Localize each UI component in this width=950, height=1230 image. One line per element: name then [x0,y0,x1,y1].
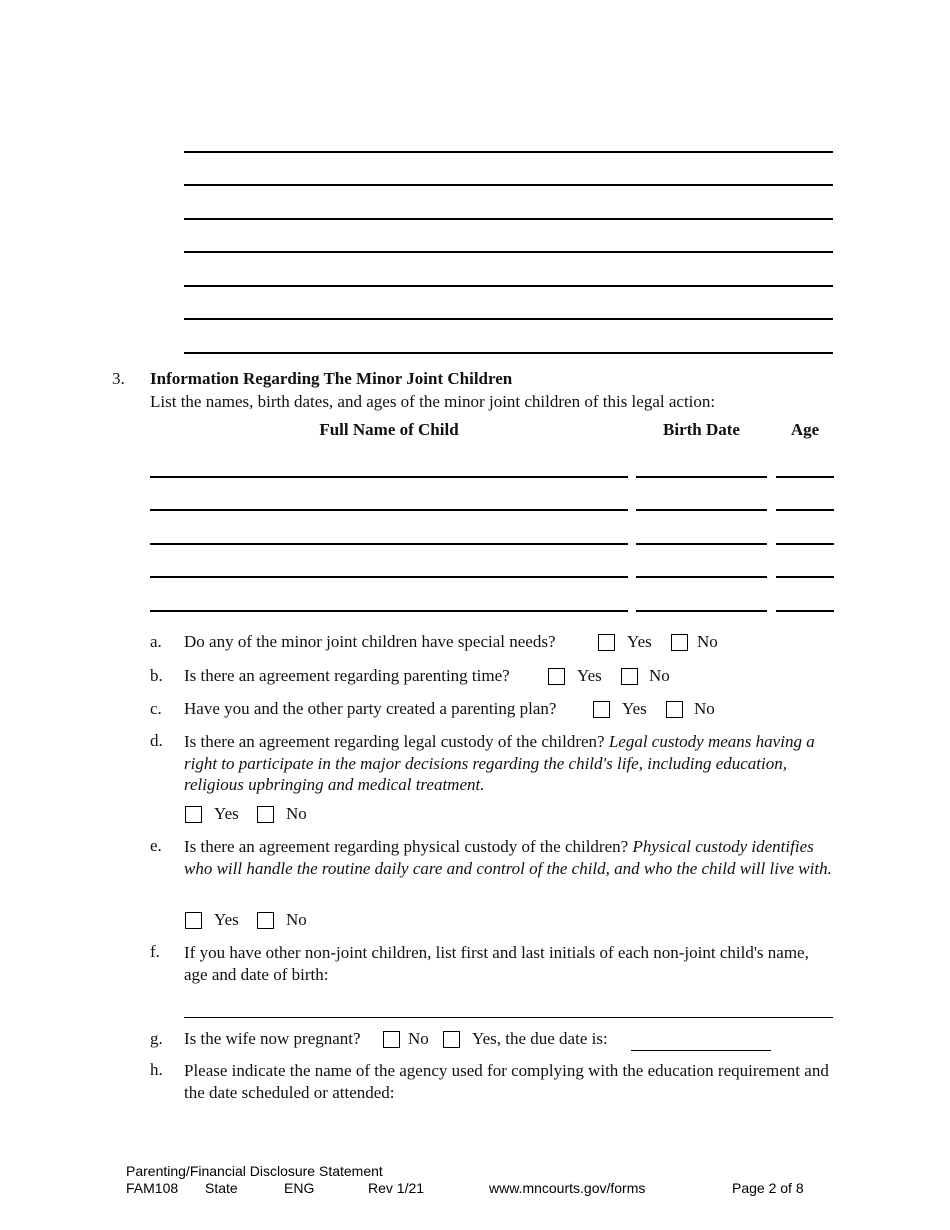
question-d-paragraph [184,731,839,796]
question-d-text: Is there an agreement regarding legal custody of the children? [184,732,605,751]
child-name-field[interactable] [150,476,628,478]
child-birth-date-field[interactable] [636,543,767,545]
question-g-no-label: No [408,1029,429,1048]
column-header-birth-date: Birth Date [663,420,740,439]
question-d-no-label: No [286,804,307,823]
writein-line[interactable] [184,318,833,320]
footer-revision: Rev 1/21 [368,1180,425,1196]
footer-title: Parenting/Financial Disclosure Statement [126,1163,383,1179]
writein-line[interactable] [184,151,833,153]
child-birth-date-field[interactable] [636,610,767,612]
question-d-yes-label: Yes [214,804,239,823]
question-a-text: Do any of the minor joint children have special needs? [184,632,556,651]
question-c-text: Have you and the other party created a parenting plan? [184,699,557,718]
question-b-letter: b. [150,666,163,685]
child-age-field[interactable] [776,610,834,612]
question-c-no-label: No [694,699,715,718]
child-name-field[interactable] [150,576,628,578]
question-f-answer-line[interactable] [184,1017,833,1018]
column-header-age: Age [790,420,820,439]
child-name-field[interactable] [150,543,628,545]
question-h-text: Please indicate the name of the agency used for complying with the education requirement and the date scheduled or attended: [184,1061,829,1102]
question-g-yes-checkbox[interactable] [443,1031,460,1048]
child-age-field[interactable] [776,476,834,478]
question-g-yes-label: Yes, the due date is: [472,1029,608,1048]
child-name-field[interactable] [150,610,628,612]
child-age-field[interactable] [776,543,834,545]
footer-state: State [205,1180,238,1196]
footer-language: ENG [284,1180,315,1196]
question-b-yes-checkbox[interactable] [548,668,565,685]
writein-line[interactable] [184,352,833,354]
section-instruction: List the names, birth dates, and ages of the minor joint children of this legal action: [150,392,716,411]
question-b-text: Is there an agreement regarding parenting time? [184,666,510,685]
question-e-letter: e. [150,836,162,855]
writein-line[interactable] [184,285,833,287]
question-a-letter: a. [150,632,162,651]
child-age-field[interactable] [776,509,834,511]
question-e-yes-label: Yes [214,910,239,929]
question-a-no-checkbox[interactable] [671,634,688,651]
question-h-letter: h. [150,1060,163,1079]
question-e-no-label: No [286,910,307,929]
question-c-no-checkbox[interactable] [666,701,683,718]
question-a-no-label: No [697,632,718,651]
child-age-field[interactable] [776,576,834,578]
writein-line[interactable] [184,184,833,186]
question-a-yes-checkbox[interactable] [598,634,615,651]
question-c-yes-checkbox[interactable] [593,701,610,718]
question-b-no-checkbox[interactable] [621,668,638,685]
question-b-no-label: No [649,666,670,685]
question-d-note: Legal custody means having a right to participate in the major decisions regarding the child's life, including education, religious upbringing and medical treatment. [184,732,815,794]
question-a-yes-label: Yes [627,632,652,651]
question-e-paragraph [184,836,839,879]
question-g-no-checkbox[interactable] [383,1031,400,1048]
child-name-field[interactable] [150,509,628,511]
due-date-field[interactable] [631,1050,771,1051]
question-e-text: Is there an agreement regarding physical custody of the children? [184,837,629,856]
question-e-no-checkbox[interactable] [257,912,274,929]
question-e-note: Physical custody identifies who will handle the routine daily care and control of the child, and who the child will live with. [184,837,832,878]
question-g-letter: g. [150,1029,163,1048]
question-d-yes-checkbox[interactable] [185,806,202,823]
question-d-letter: d. [150,731,163,750]
writein-line[interactable] [184,218,833,220]
question-g-text: Is the wife now pregnant? [184,1029,361,1048]
section-title: Information Regarding The Minor Joint Children [150,369,513,388]
question-b-yes-label: Yes [577,666,602,685]
writein-line[interactable] [184,251,833,253]
child-birth-date-field[interactable] [636,576,767,578]
question-c-yes-label: Yes [622,699,647,718]
question-d-no-checkbox[interactable] [257,806,274,823]
footer-url[interactable]: www.mncourts.gov/forms [489,1180,646,1196]
question-f-text: If you have other non-joint children, list first and last initials of each non-joint child's name, age and date of birth: [184,943,809,984]
question-c-letter: c. [150,699,162,718]
question-f-letter: f. [150,942,160,961]
column-header-name: Full Name of Child [319,420,459,439]
footer-form-number: FAM108 [126,1180,179,1196]
footer-page-number: Page 2 of 8 [732,1180,804,1196]
child-birth-date-field[interactable] [636,476,767,478]
child-birth-date-field[interactable] [636,509,767,511]
section-number: 3. [112,369,125,388]
question-e-yes-checkbox[interactable] [185,912,202,929]
